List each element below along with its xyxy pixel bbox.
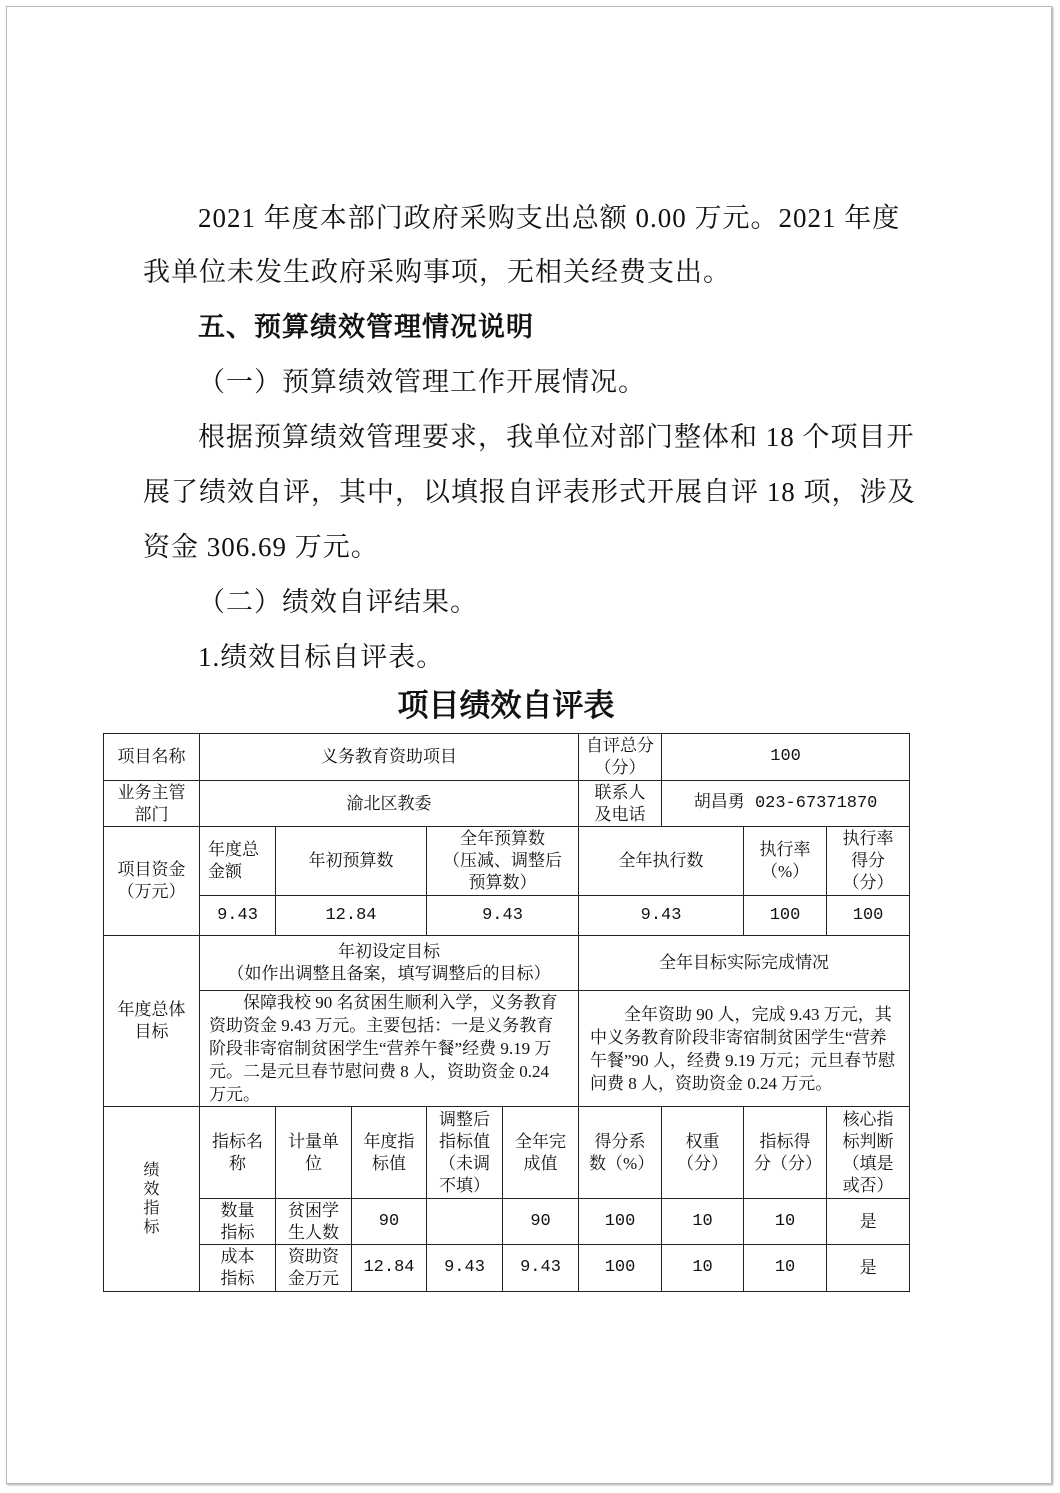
full-year-budget-header	[427, 827, 579, 896]
indicator-core: 是	[827, 1199, 910, 1245]
table-row	[104, 991, 910, 1107]
contact-value: 胡昌勇 023-67371870	[662, 781, 910, 827]
table-row	[104, 1107, 910, 1199]
actual-completion-header: 全年目标实际完成情况	[579, 936, 910, 991]
execution-score-header: 执行率得分（分）	[827, 827, 910, 896]
section-heading: 五、预算绩效管理情况说明	[198, 312, 534, 342]
indicator-name: 数量指标	[200, 1199, 276, 1245]
self-score-value: 100	[662, 734, 910, 781]
planned-goal-header-title: 年初设定目标	[338, 942, 441, 961]
indicator-score-factor: 100	[579, 1245, 662, 1292]
full-year-budget-header-note: （压减、调整后预算数）	[443, 851, 563, 892]
table-row	[104, 936, 910, 991]
department-value: 渝北区教委	[200, 781, 579, 827]
core-indicator-header: 核心指标判断（填是或否）	[827, 1107, 910, 1199]
table-row	[104, 781, 910, 827]
annual-target-header: 年度指标值	[352, 1107, 427, 1199]
project-funds-label: 项目资金（万元）	[104, 827, 200, 936]
table-row	[104, 1245, 910, 1292]
table-row	[104, 1199, 910, 1245]
annual-total-header: 年度总金额	[200, 827, 276, 896]
actual-value-header: 全年完成值	[503, 1107, 579, 1199]
performance-indicators-label	[104, 1107, 200, 1292]
initial-budget-value: 12.84	[276, 896, 427, 936]
indicator-weight: 10	[662, 1199, 744, 1245]
annual-total-value: 9.43	[200, 896, 276, 936]
annual-goals-label: 年度总体目标	[104, 936, 200, 1107]
indicator-weight: 10	[662, 1245, 744, 1292]
planned-goal-text: 保障我校 90 名贫困生顺利入学，义务教育资助资金 9.43 万元。主要包括：一是义务教育阶段非寄宿制贫困学生“营养午餐”经费 9.19 万元。二是元旦春节慰问费 8 人，资助资金 0.24 万元。	[200, 991, 579, 1107]
project-name-label: 项目名称	[104, 734, 200, 781]
indicator-actual: 9.43	[503, 1245, 579, 1292]
table-row	[104, 896, 910, 936]
subsection-heading-1: （一）预算绩效管理工作开展情况。	[198, 367, 646, 397]
execution-rate-value: 100	[744, 896, 827, 936]
procurement-paragraph-line-2: 我单位未发生政府采购事项，无相关经费支出。	[143, 257, 731, 287]
table-row	[104, 827, 910, 896]
full-year-budget-header-title: 全年预算数	[460, 829, 546, 848]
actual-completion-text: 全年资助 90 人，完成 9.43 万元，其中义务教育阶段非寄宿制贫困学生“营养午餐”90 人，经费 9.19 万元；元旦春节慰问费 8 人，资助资金 0.24 万元。	[579, 991, 910, 1107]
indicator-score: 10	[744, 1199, 827, 1245]
table-title: 项目绩效自评表	[397, 688, 615, 723]
indicator-adjusted-target: 9.43	[427, 1245, 503, 1292]
evaluation-paragraph-line-3: 资金 306.69 万元。	[143, 532, 379, 562]
score-factor-header: 得分系数（%）	[579, 1107, 662, 1199]
adjusted-target-header: 调整后指标值（未调不填）	[427, 1107, 503, 1199]
indicator-name-header: 指标名称	[200, 1107, 276, 1199]
table-row	[104, 734, 910, 781]
indicator-annual-target: 90	[352, 1199, 427, 1245]
unit-header: 计量单位	[276, 1107, 352, 1199]
execution-rate-header: 执行率（%）	[744, 827, 827, 896]
indicator-actual: 90	[503, 1199, 579, 1245]
indicator-core: 是	[827, 1245, 910, 1292]
evaluation-paragraph-line-1: 根据预算绩效管理要求，我单位对部门整体和 18 个项目开	[198, 422, 915, 452]
weight-header: 权重（分）	[662, 1107, 744, 1199]
initial-budget-header: 年初预算数	[276, 827, 427, 896]
procurement-paragraph-line-1: 2021 年度本部门政府采购支出总额 0.00 万元。2021 年度	[198, 203, 901, 233]
performance-evaluation-table	[103, 733, 910, 1292]
contact-label: 联系人及电话	[579, 781, 662, 827]
execution-score-value: 100	[827, 896, 910, 936]
planned-goal-header-note: （如作出调整且备案，填写调整后的目标）	[227, 964, 551, 983]
list-item-1: 1.绩效目标自评表。	[198, 642, 445, 672]
performance-indicators-label-text: 绩效指标	[143, 1161, 160, 1236]
evaluation-paragraph-line-2: 展了绩效自评，其中，以填报自评表形式开展自评 18 项，涉及	[143, 477, 916, 507]
planned-goal-header	[200, 936, 579, 991]
indicator-adjusted-target	[427, 1199, 503, 1245]
execution-value: 9.43	[579, 896, 744, 936]
indicator-name: 成本指标	[200, 1245, 276, 1292]
project-name-value: 义务教育资助项目	[200, 734, 579, 781]
indicator-unit: 贫困学生人数	[276, 1199, 352, 1245]
indicator-score-factor: 100	[579, 1199, 662, 1245]
subsection-heading-2: （二）绩效自评结果。	[198, 587, 478, 617]
indicator-annual-target: 12.84	[352, 1245, 427, 1292]
indicator-score: 10	[744, 1245, 827, 1292]
self-score-label: 自评总分（分）	[579, 734, 662, 781]
execution-header: 全年执行数	[579, 827, 744, 896]
indicator-unit: 资助资金万元	[276, 1245, 352, 1292]
indicator-score-header: 指标得分（分）	[744, 1107, 827, 1199]
full-year-budget-value: 9.43	[427, 896, 579, 936]
department-label: 业务主管部门	[104, 781, 200, 827]
